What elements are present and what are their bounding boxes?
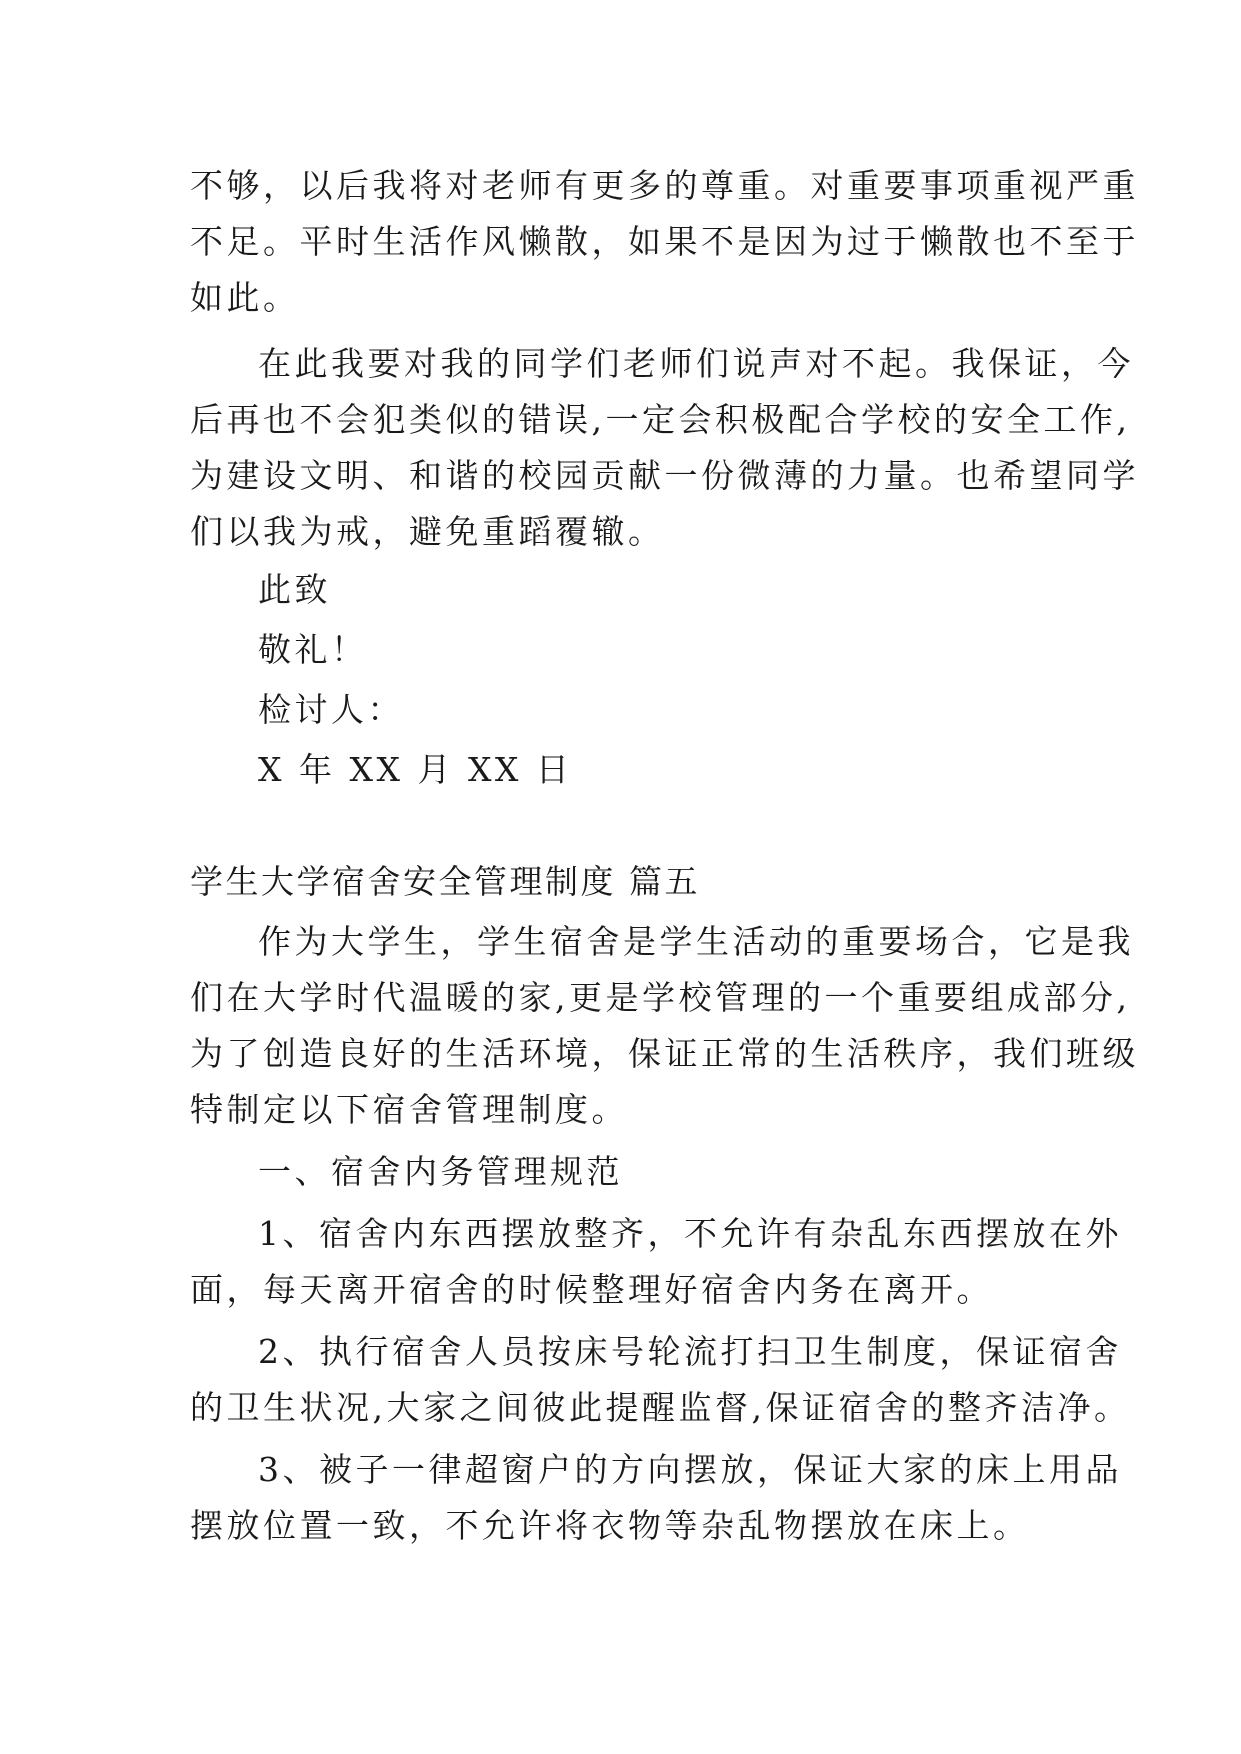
section-title: 学生大学宿舍安全管理制度 篇五 [190,862,700,901]
paragraph-line: 后再也不会犯类似的错误,一定会积极配合学校的安全工作, [190,400,1131,439]
paragraph-line: 为了创造良好的生活环境，保证正常的生活秩序，我们班级 [190,1034,1139,1073]
paragraph-line: 不够，以后我将对老师有更多的尊重。对重要事项重视严重 [190,166,1139,205]
paragraph-line: 们以我为戒，避免重蹈覆辙。 [190,512,665,551]
paragraph-line: 们在大学时代温暖的家,更是学校管理的一个重要组成部分, [190,978,1131,1017]
paragraph-line: 作为大学生，学生宿舍是学生活动的重要场合，它是我 [258,922,1134,961]
paragraph-line: 在此我要对我的同学们老师们说声对不起。我保证，今 [258,344,1134,383]
rule-line: 摆放位置一致，不允许将衣物等杂乱物摆放在床上。 [190,1506,1030,1545]
rule-line: 2、执行宿舍人员按床号轮流打扫卫生制度，保证宿舍 [258,1332,1122,1371]
rule-line: 的卫生状况,大家之间彼此提醒监督,保证宿舍的整齐洁净。 [190,1388,1131,1427]
paragraph-line: 为建设文明、和谐的校园贡献一份微薄的力量。也希望同学 [190,456,1139,495]
rule-line: 1、宿舍内东西摆放整齐，不允许有杂乱东西摆放在外 [258,1214,1122,1253]
closing-regards: 敬礼！ [258,630,368,669]
paragraph-line: 特制定以下宿舍管理制度。 [190,1090,628,1129]
rule-line: 3、被子一律超窗户的方向摆放，保证大家的床上用品 [258,1450,1122,1489]
subsection-title: 一、宿舍内务管理规范 [258,1152,623,1191]
rule-line: 面，每天离开宿舍的时候整理好宿舍内务在离开。 [190,1270,993,1309]
signer-label: 检讨人： [258,690,404,729]
closing-salutation: 此致 [258,570,331,609]
paragraph-line: 不足。平时生活作风懒散，如果不是因为过于懒散也不至于 [190,222,1139,261]
paragraph-line: 如此。 [190,278,300,317]
signature-date: X 年 XX 月 XX 日 [258,750,573,789]
